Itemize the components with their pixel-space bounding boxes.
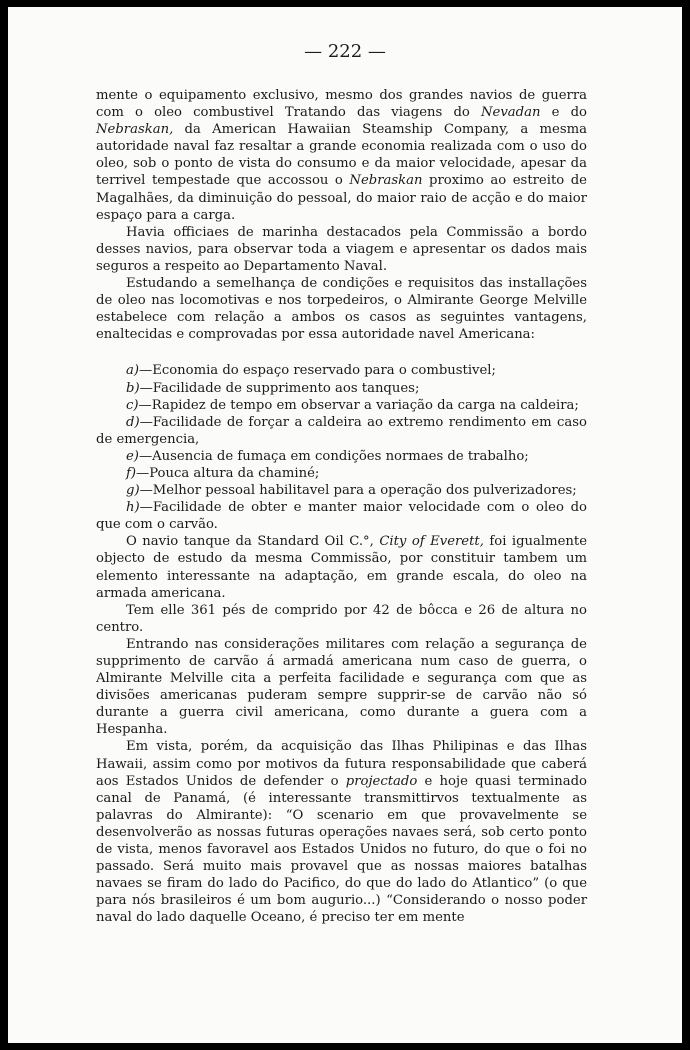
list-item [96,482,587,499]
paragraphs-after-list [96,533,587,926]
text-span: O navio tanque da Standard Oil C.°, [126,534,380,550]
italic-text: projectado [345,773,418,789]
list-item-text: —Facilidade de supprimento aos tanques; [139,380,420,396]
list-item-label: e) [126,448,139,464]
list-item-text: —Economia do espaço reservado para o combustivel; [139,363,496,379]
text-span: Entrando nas considerações militares com relação a segurança de supprimento de carvão á armadá americana num caso de guerra, o Almirante Melville cita a perfeita facilidade e segurança com que as divisões americanas puderam sempre supprir-se de carvão não só durante a guerra civil americana, como durante a guera com a Hespanha. [96,636,587,738]
paragraph [96,275,587,343]
list-item [96,499,587,533]
list-item-label: b) [126,380,140,396]
list-item-label: h) [126,500,140,516]
paragraph [96,738,587,926]
list-item [96,448,587,465]
paragraph [96,224,587,275]
italic-text: Nevadan [481,105,541,121]
list-item-label: a) [126,363,140,379]
book-page [8,7,682,1043]
list-item-label: d) [126,414,140,430]
text-span: foi igualmente objecto de estudo da mesma Commissão, por constituir tambem um elemento interessante na adaptação, em grande escala, do oleo na armada americana. [96,534,588,601]
text-span: da American Hawaiian Steamship Company, a mesma autoridade naval faz resaltar a grande economia realizada com o uso do oleo, sob o ponto de vista do consumo e da maior velocidade, apesar da terrivel tempestade que accossou o [96,122,587,189]
page-number: — 222 — [304,41,386,62]
text-span: Tem elle 361 pés de comprido por 42 de bôcca e 26 de altura no centro. [96,602,587,635]
paragraph [96,602,587,636]
list-item-label: c) [126,397,139,413]
list-item-text: —Pouca altura da chaminé; [136,465,320,481]
list-item-label: f) [126,465,137,481]
list-item [96,362,587,379]
text-span: Estudando a semelhança de condições e requisitos das installações de oleo nas locomotivas e nos torpedeiros, o Almirante George Melville estabelece com relação a ambos os casos as seguintes vantagens, enaltecidas e comprovadas por essa autoridade navel Americana: [96,276,587,343]
paragraph [96,533,587,601]
list-item-text: —Rapidez de tempo em observar a variação da carga na caldeira; [138,397,579,413]
paragraph [96,87,587,224]
list-item-label: g) [126,483,140,499]
list-item-text: —Facilidade de forçar a caldeira ao extremo rendimento em caso de emergencia, [96,414,587,447]
list-item [96,380,587,397]
list-item [96,414,587,448]
paragraphs-before-list [96,87,587,343]
text-span: e do [540,105,588,121]
italic-text: Nebraskan, [96,122,174,138]
italic-text: City of Everett, [379,534,484,550]
text-span: Havia officiaes de marinha destacados pela Commissão a bordo desses navios, para observar toda a viagem e apresentar os dados mais seguros a respeito ao Departamento Naval. [96,224,587,274]
text-span: mente o equipamento exclusivo, mesmo dos grandes navios de guerra com o oleo combustivel Tratando das viagens do [96,88,587,121]
text-span: e hoje quasi terminado canal de Panamá, (é interessante transmittirvos textualmente as palavras do Almirante): “O scenario em que provavelmente se desenvolverão as nossas futuras operações navaes será, sob certo ponto de vista, menos favoravel aos Estados Unidos no futuro, do que o foi no passado. Será muito mais provavel que as nossas maiores batalhas navaes se firam do lado do Pacifico, do que do lado do Atlantico” (o que para nós brasileiros é um bom augurio...) “Considerando o nosso poder naval do lado daquelle Oceano, é preciso ter em mente [96,773,587,926]
italic-text: Nebraskan [349,173,423,189]
text-span: proximo ao estreito de Magalhães, da diminuição do pessoal, do maior raio de acção e do maior espaço para a carga. [96,173,587,223]
paragraph [96,636,587,739]
list-item [96,465,587,482]
list-item-text: —Facilidade de obter e manter maior velocidade com o oleo do que com o carvão. [96,500,587,533]
text-span: Em vista, porém, da acquisição das Ilhas Philipinas e das Ilhas Hawaii, assim como por motivos da futura responsabilidade que caberá aos Estados Unidos de defender o [96,739,587,789]
body-text [96,87,587,927]
advantages-list [96,362,587,533]
list-item-text: —Melhor pessoal habilitavel para a operação dos pulverizadores; [139,483,577,499]
list-item [96,397,587,414]
list-item-text: —Ausencia de fumaça em condições normaes de trabalho; [138,448,529,464]
